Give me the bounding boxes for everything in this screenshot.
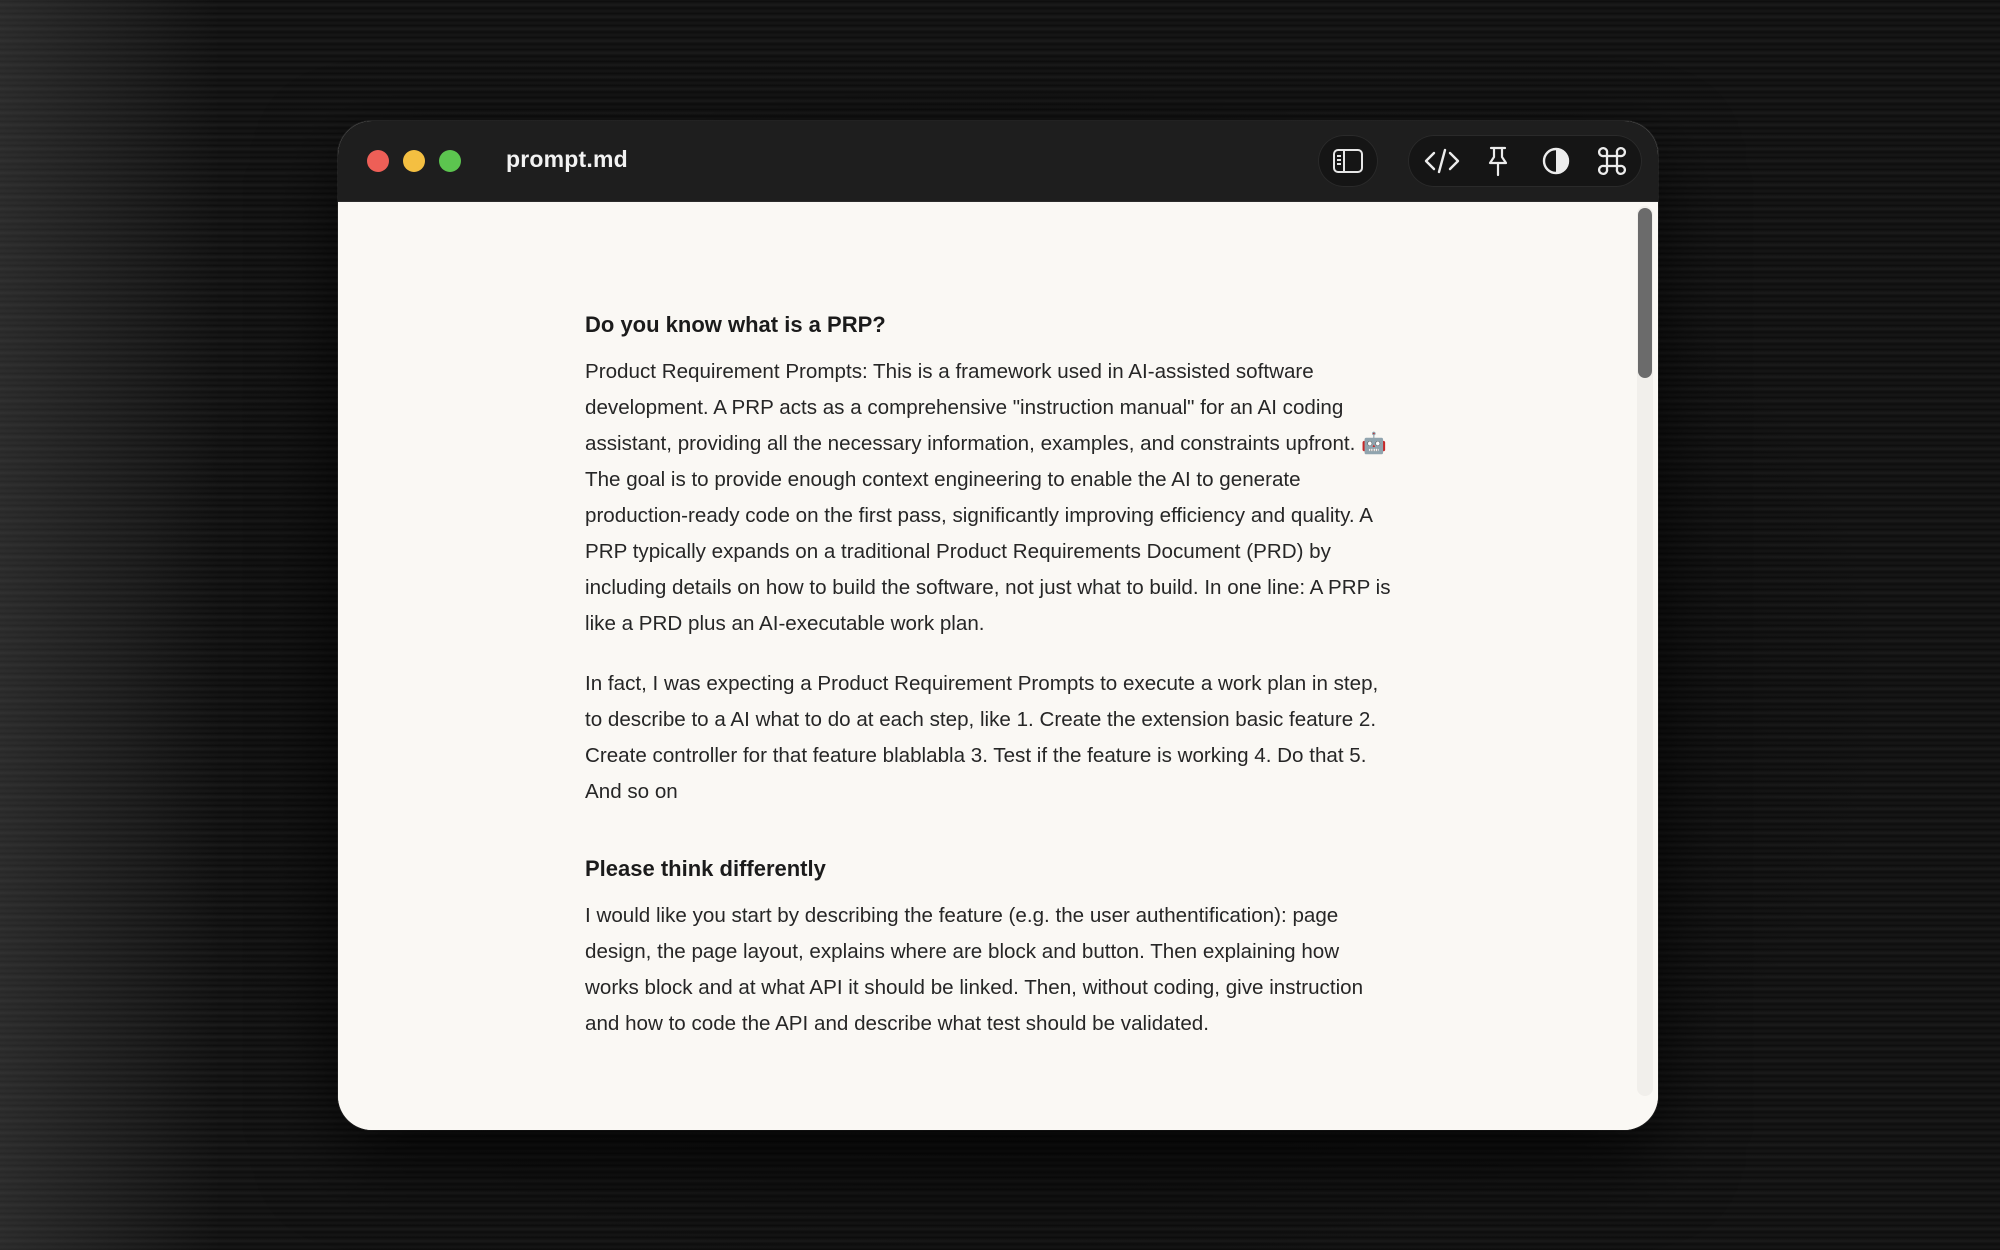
sidebar-toggle-icon[interactable] [1322,135,1374,187]
paragraph-instructions: I would like you start by describing the feature (e.g. the user authentification): page design, the page layout, explains where are block and button. Then explaining how works block and at what API it should be linked. Then, without coding, give instruction and how to code the API and describe what test should be validated. [585,904,1364,1035]
maximize-window-button[interactable] [439,150,461,172]
paragraph-expectation: In fact, I was expecting a Product Requirement Prompts to execute a work plan in step, to describe to a AI what to do at each step, like 1. Create the extension basic feature 2. Create controller for that feature blablabla 3. Test if the feature is working 4. Do that 5. And so on [585,672,1379,803]
minimize-window-button[interactable] [403,150,425,172]
markdown-article [585,310,1395,1066]
command-icon[interactable] [1586,135,1638,187]
editor-window [338,121,1658,1130]
title-bar [338,121,1658,202]
contrast-icon[interactable] [1530,135,1582,187]
document-content[interactable] [338,202,1658,1130]
heading-prp: Do you know what is a PRP? [585,312,886,337]
window-title: prompt.md [506,146,628,172]
sidebar-toggle-group [1318,135,1378,187]
heading-think-differently: Please think differently [585,856,826,881]
scrollbar-thumb[interactable] [1638,208,1652,378]
pin-icon[interactable] [1472,135,1524,187]
paragraph-prp-definition: Product Requirement Prompts: This is a framework used in AI-assisted software development. A PRP acts as a comprehensive "instruction manual" for an AI coding assistant, providing all the necessary information, examples, and constraints upfront. 🤖 The goal is to provide enough context engineering to enable the AI to generate production-ready code on the first pass, significantly improving efficiency and quality. A PRP typically expands on a traditional Product Requirements Document (PRD) by including details on how to build the software, not just what to build. In one line: A PRP is like a PRD plus an AI-executable work plan. [585,360,1391,635]
code-view-icon[interactable] [1416,135,1468,187]
background-streak [0,0,220,1250]
view-tools-group [1408,135,1642,187]
close-window-button[interactable] [367,150,389,172]
